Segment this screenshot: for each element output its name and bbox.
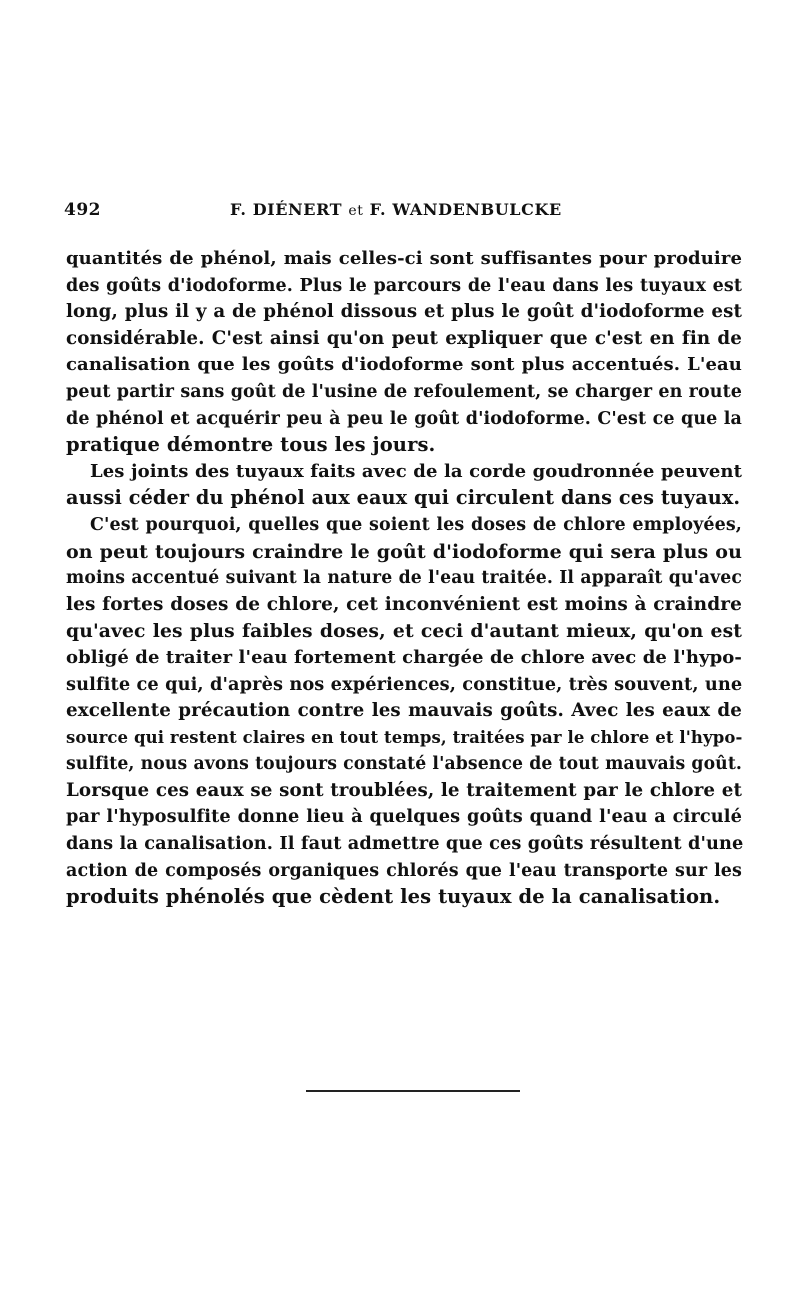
text-line: action de composés organiques chlorés que l'eau transporte sur les	[66, 860, 742, 881]
text-line: dans la canalisation. Il faut admettre que ces goûts résultent d'une	[66, 833, 744, 855]
text-line: long, plus il y a de phénol dissous et plus le goût d'iodoforme est	[66, 301, 742, 323]
text-line: sulfite, nous avons toujours constaté l'absence de tout mauvais goût.	[66, 754, 742, 775]
text-line: moins accentué suivant la nature de l'eau traitée. Il apparaît qu'avec	[66, 568, 742, 589]
text-line: considérable. C'est ainsi qu'on peut expliquer que c'est en fin de	[66, 327, 742, 349]
text-line: canalisation que les goûts d'iodoforme sont plus accentués. L'eau	[66, 354, 742, 376]
body-text	[66, 246, 742, 911]
page-number: 492	[64, 200, 101, 220]
author-dienert: F. DIÉNERT	[230, 200, 343, 219]
text-line: source qui restent claires en tout temps, traitées par le chlore et l'hypo-	[66, 727, 743, 747]
text-line: de phénol et acquérir peu à peu le goût d'iodoforme. C'est ce que la	[66, 408, 742, 429]
section-end-rule	[306, 1090, 520, 1092]
text-line: Lorsque ces eaux se sont troublées, le traitement par le chlore et	[66, 779, 742, 801]
text-line: obligé de traiter l'eau fortement chargée de chlore avec de l'hypo-	[66, 646, 742, 668]
text-line: quantités de phénol, mais celles-ci sont suffisantes pour produire	[66, 248, 742, 269]
text-line: excellente précaution contre les mauvais goûts. Avec les eaux de	[66, 700, 742, 722]
running-header	[64, 200, 742, 228]
text-line: des goûts d'iodoforme. Plus le parcours de l'eau dans les tuyaux est	[66, 275, 742, 296]
author-conjunction: et	[348, 203, 364, 219]
author-wandenbulcke: F. WANDENBULCKE	[369, 200, 562, 219]
text-line: les fortes doses de chlore, cet inconvénient est moins à craindre	[66, 593, 742, 615]
text-line: par l'hyposulfite donne lieu à quelques goûts quand l'eau a circulé	[66, 806, 742, 828]
text-line: Les joints des tuyaux faits avec de la corde goudronnée peuvent	[90, 460, 742, 482]
text-line: aussi céder du phénol aux eaux qui circulent dans ces tuyaux.	[66, 486, 741, 510]
text-line: pratique démontre tous les jours.	[66, 433, 436, 457]
text-line: C'est pourquoi, quelles que soient les doses de chlore employées,	[90, 514, 742, 535]
text-line: qu'avec les plus faibles doses, et ceci d'autant mieux, qu'on est	[66, 620, 742, 643]
text-line: peut partir sans goût de l'usine de refoulement, se charger en route	[66, 381, 742, 402]
text-line: sulfite ce qui, d'après nos expériences, constitue, très souvent, une	[66, 673, 743, 695]
text-line: on peut toujours craindre le goût d'iodoforme qui sera plus ou	[66, 540, 742, 563]
text-line: produits phénolés que cèdent les tuyaux de la canalisation.	[66, 885, 721, 909]
running-head-authors	[230, 200, 562, 219]
